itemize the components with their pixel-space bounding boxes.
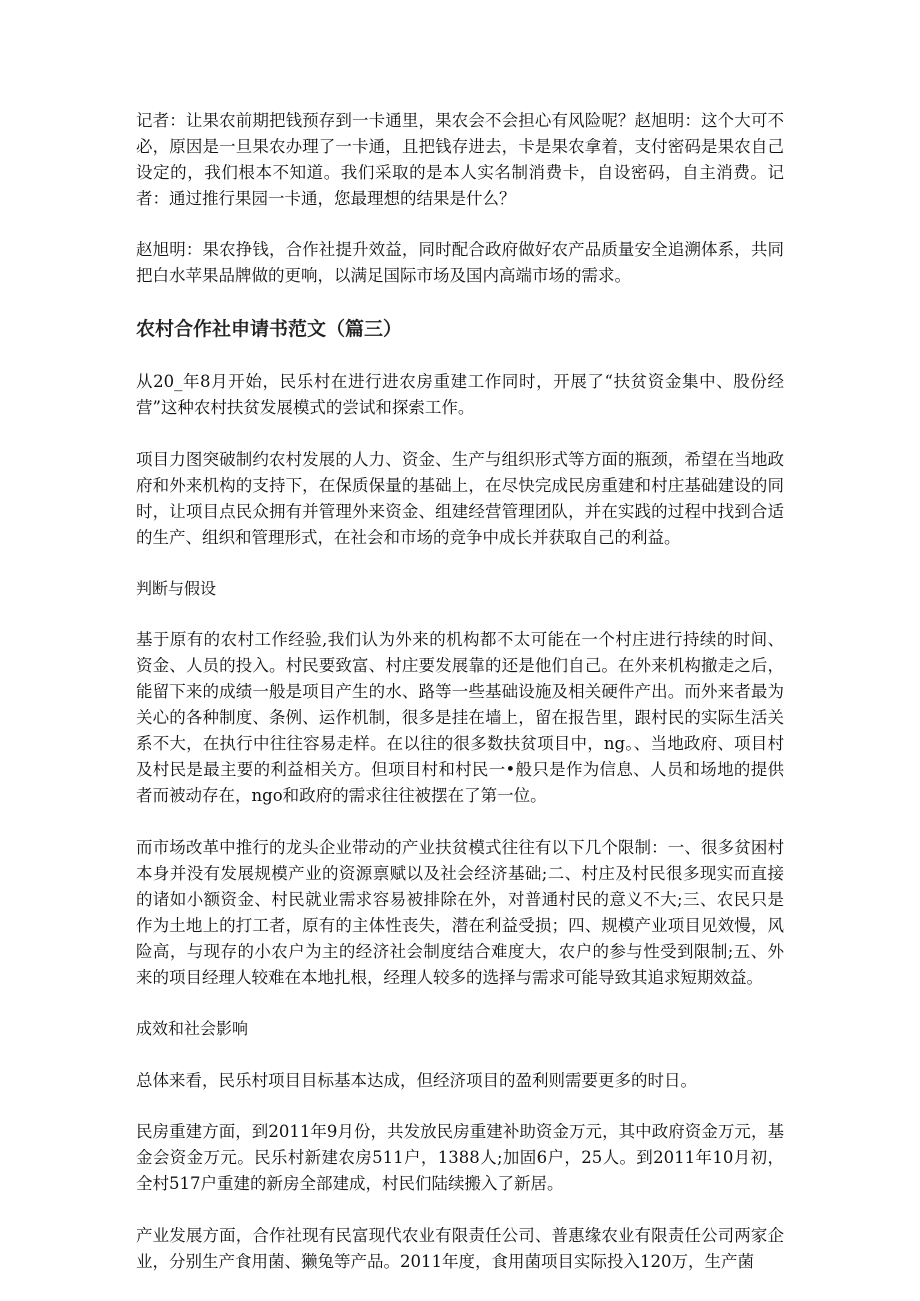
section-heading: 农村合作社申请书范文（篇三） (136, 318, 403, 340)
interview-paragraph-answer: 赵旭明：果农挣钱，合作社提升效益，同时配合政府做好农产品质量安全追溯体系，共同把白水苹果品牌做的更响，以满足国际市场及国内高端市场的需求。 (136, 240, 784, 285)
assumptions-paragraph: 基于原有的农村工作经验,我们认为外来的机构都不太可能在一个村庄进行持续的时间、资金、人员的投入。村民要致富、村庄要发展靠的还是他们自己。在外来机构撤走之后，能留下来的成绩一般是项目产生的水、路等一些基础设施及相关硬件产出。而外来者最为关心的各种制度、条例、运作机制，很多是挂在墙上，留在报告里，跟村民的实际生活关系不大，在执行中往往容易走样。在以往的很多数扶贫项目中，ng。、当地政府、项目村及村民是最主要的利益相关方。但项目村和村民一•般只是作为信息、人员和场地的提供者而被动存在，ngo和政府的需求往往被摆在了第一位。 (136, 630, 784, 805)
industry-development-paragraph: 产业发展方面，合作社现有民富现代农业有限责任公司、普惠缘农业有限责任公司两家企业，分别生产食用菌、獭兔等产品。2011年度，食用菌项目实际投入120万，生产菌 (136, 1226, 784, 1271)
housing-rebuild-paragraph: 民房重建方面，到2011年9月份，共发放民房重建补助资金万元，其中政府资金万元，基金会资金万元。民乐村新建农房511户，1388人;加固6户，25人。到2011年10月初，全村517户重建的新房全部建成，村民们陆续搬入了新居。 (136, 1122, 784, 1193)
document-page (136, 108, 784, 1275)
limitations-paragraph: 而市场改革中推行的龙头企业带动的产业扶贫模式往往有以下几个限制：一、很多贫困村本身并没有发展规模产业的资源禀赋以及社会经济基础;二、村庄及村民很多现实而直接的诸如小额资金、村民就业需求容易被排除在外，对普通村民的意义不大;三、农民只是作为土地上的打工者，原有的主体性丧失，潜在利益受损；四、规模产业项目见效慢，风险高，与现存的小农户为主的经济社会制度结合难度大，农户的参与性受到限制;五、外来的项目经理人较难在本地扎根，经理人较多的选择与需求可能导致其追求短期效益。 (136, 838, 784, 987)
project-goal-paragraph: 项目力图突破制约农村发展的人力、资金、生产与组织形式等方面的瓶颈，希望在当地政府和外来机构的支持下，在保质保量的基础上，在尽快完成民房重建和村庄基础建设的同时，让项目点民众拥有并管理外来资金、组建经营管理团队，并在实践的过程中找到合适的生产、组织和管理形式，在社会和市场的竞争中成长并获取自己的利益。 (136, 450, 784, 547)
subheading-results: 成效和社会影响 (136, 1019, 249, 1038)
results-summary-paragraph: 总体来看，民乐村项目目标基本达成，但经济项目的盈利则需要更多的时日。 (136, 1071, 697, 1090)
interview-paragraph-reporter-question: 记者：让果农前期把钱预存到一卡通里，果农会不会担心有风险呢？赵旭明：这个大可不必，原因是一旦果农办理了一卡通，且把钱存进去，卡是果农拿着，支付密码是果农自己设定的，我们根本不知道。我们采取的是本人实名制消费卡，自设密码，自主消费。记者：通过推行果园一卡通，您最理想的结果是什么？ (136, 111, 784, 208)
subheading-assumptions: 判断与假设 (136, 579, 217, 598)
intro-paragraph: 从20_年8月开始，民乐村在进行进农房重建工作同时，开展了“扶贫资金集中、股份经营”这种农村扶贫发展模式的尝试和探索工作。 (136, 372, 784, 417)
